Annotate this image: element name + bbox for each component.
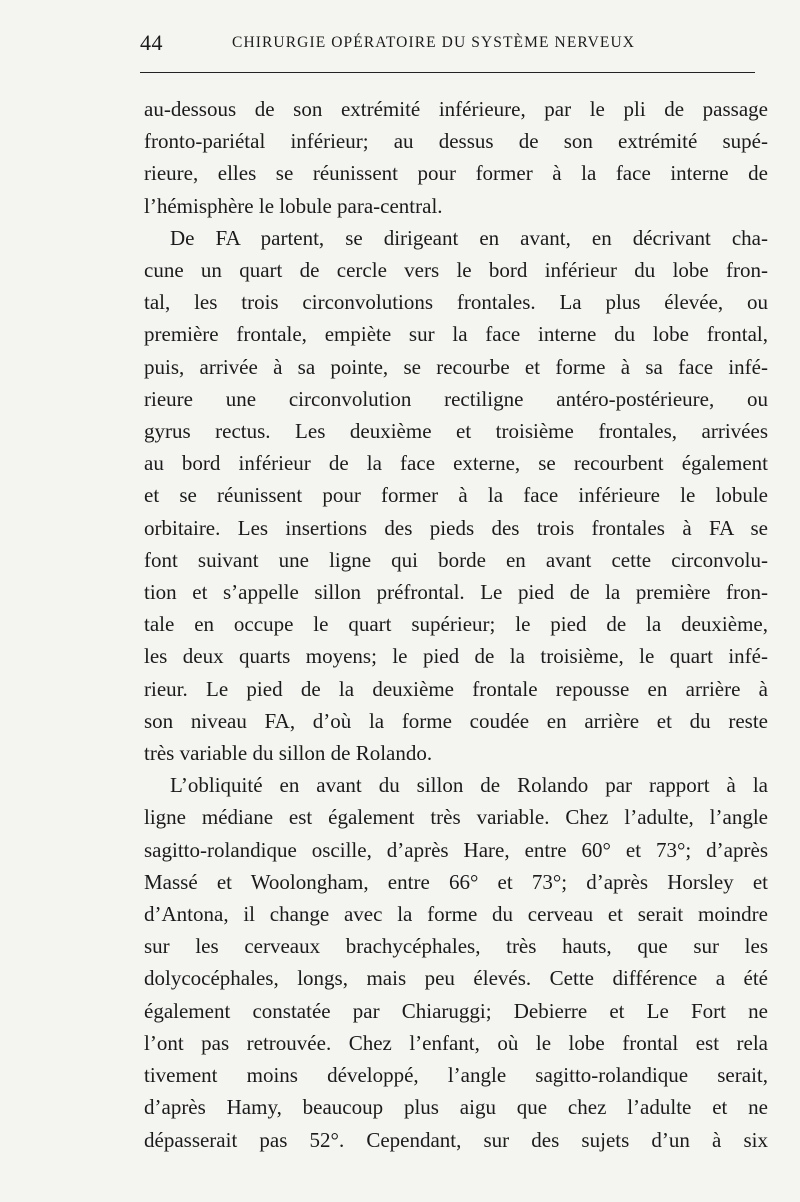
text-line: au-dessous de son extrémité inférieure, par le pli de passage xyxy=(144,97,768,121)
text-line: l’hémisphère le lobule para-central. xyxy=(144,193,443,218)
text-line: très variable du sillon de Rolando. xyxy=(144,741,433,766)
paragraph xyxy=(144,93,768,222)
text-line: dépasserait pas 52°. Cependant, sur des sujets d’un à six xyxy=(144,1127,768,1152)
text-line: tion et s’appelle sillon préfrontal. Le pied de la première fron- xyxy=(144,580,768,605)
text-line: sur les cerveaux brachycéphales, très hauts, que sur les xyxy=(144,934,768,959)
running-head-title: CHIRURGIE OPÉRATOIRE DU SYSTÈME NERVEUX xyxy=(232,34,636,51)
text-line: fronto-pariétal inférieur; au dessus de son extrémité supé- xyxy=(144,129,768,154)
body-text xyxy=(144,93,768,1156)
text-line: puis, arrivée à sa pointe, se recourbe et forme à sa face infé- xyxy=(144,354,768,379)
running-head xyxy=(140,30,755,60)
text-line: rieure, elles se réunissent pour former à la face interne de xyxy=(144,161,768,186)
text-line: les deux quarts moyens; le pied de la troisième, le quart infé- xyxy=(144,644,768,669)
text-line: première frontale, empiète sur la face interne du lobe frontal, xyxy=(144,322,768,347)
header-rule xyxy=(140,72,755,73)
text-line: dolycocéphales, longs, mais peu élevés. Cette différence a été xyxy=(144,966,768,991)
text-line: d’Antona, il change avec la forme du cerveau et serait moindre xyxy=(144,902,768,927)
text-line: L’obliquité en avant du sillon de Rolando par rapport à la xyxy=(170,773,768,798)
text-line: tivement moins développé, l’angle sagitto-rolandique serait, xyxy=(144,1063,768,1088)
text-line: cune un quart de cercle vers le bord inférieur du lobe fron- xyxy=(144,258,768,283)
text-line: ligne médiane est également très variable. Chez l’adulte, l’angle xyxy=(144,805,768,830)
page-number: 44 xyxy=(140,30,163,55)
text-line: d’après Hamy, beaucoup plus aigu que chez l’adulte et ne xyxy=(144,1095,768,1120)
text-line: Massé et Woolongham, entre 66° et 73°; d’après Horsley et xyxy=(144,869,768,894)
text-line: tale en occupe le quart supérieur; le pied de la deuxième, xyxy=(144,612,768,637)
text-line: font suivant une ligne qui borde en avant cette circonvolu- xyxy=(144,547,768,572)
text-line: sagitto-rolandique oscille, d’après Hare, entre 60° et 73°; d’après xyxy=(144,837,768,862)
text-line: tal, les trois circonvolutions frontales. La plus élevée, ou xyxy=(144,290,768,315)
text-line: son niveau FA, d’où la forme coudée en arrière et du reste xyxy=(144,708,768,733)
text-line: De FA partent, se dirigeant en avant, en décrivant cha- xyxy=(170,225,768,250)
text-line: rieure une circonvolution rectiligne antéro-postérieure, ou xyxy=(144,386,768,411)
paragraph xyxy=(144,222,768,769)
text-line: au bord inférieur de la face externe, se recourbent également xyxy=(144,451,768,476)
text-line: l’ont pas retrouvée. Chez l’enfant, où le lobe frontal est rela xyxy=(144,1030,768,1055)
paragraph xyxy=(144,769,768,1155)
text-line: orbitaire. Les insertions des pieds des trois frontales à FA se xyxy=(144,515,768,540)
text-line: gyrus rectus. Les deuxième et troisième frontales, arrivées xyxy=(144,419,768,444)
text-line: également constatée par Chiaruggi; Debierre et Le Fort ne xyxy=(144,998,768,1023)
text-line: rieur. Le pied de la deuxième frontale repousse en arrière à xyxy=(144,676,768,701)
text-line: et se réunissent pour former à la face inférieure le lobule xyxy=(144,483,768,508)
